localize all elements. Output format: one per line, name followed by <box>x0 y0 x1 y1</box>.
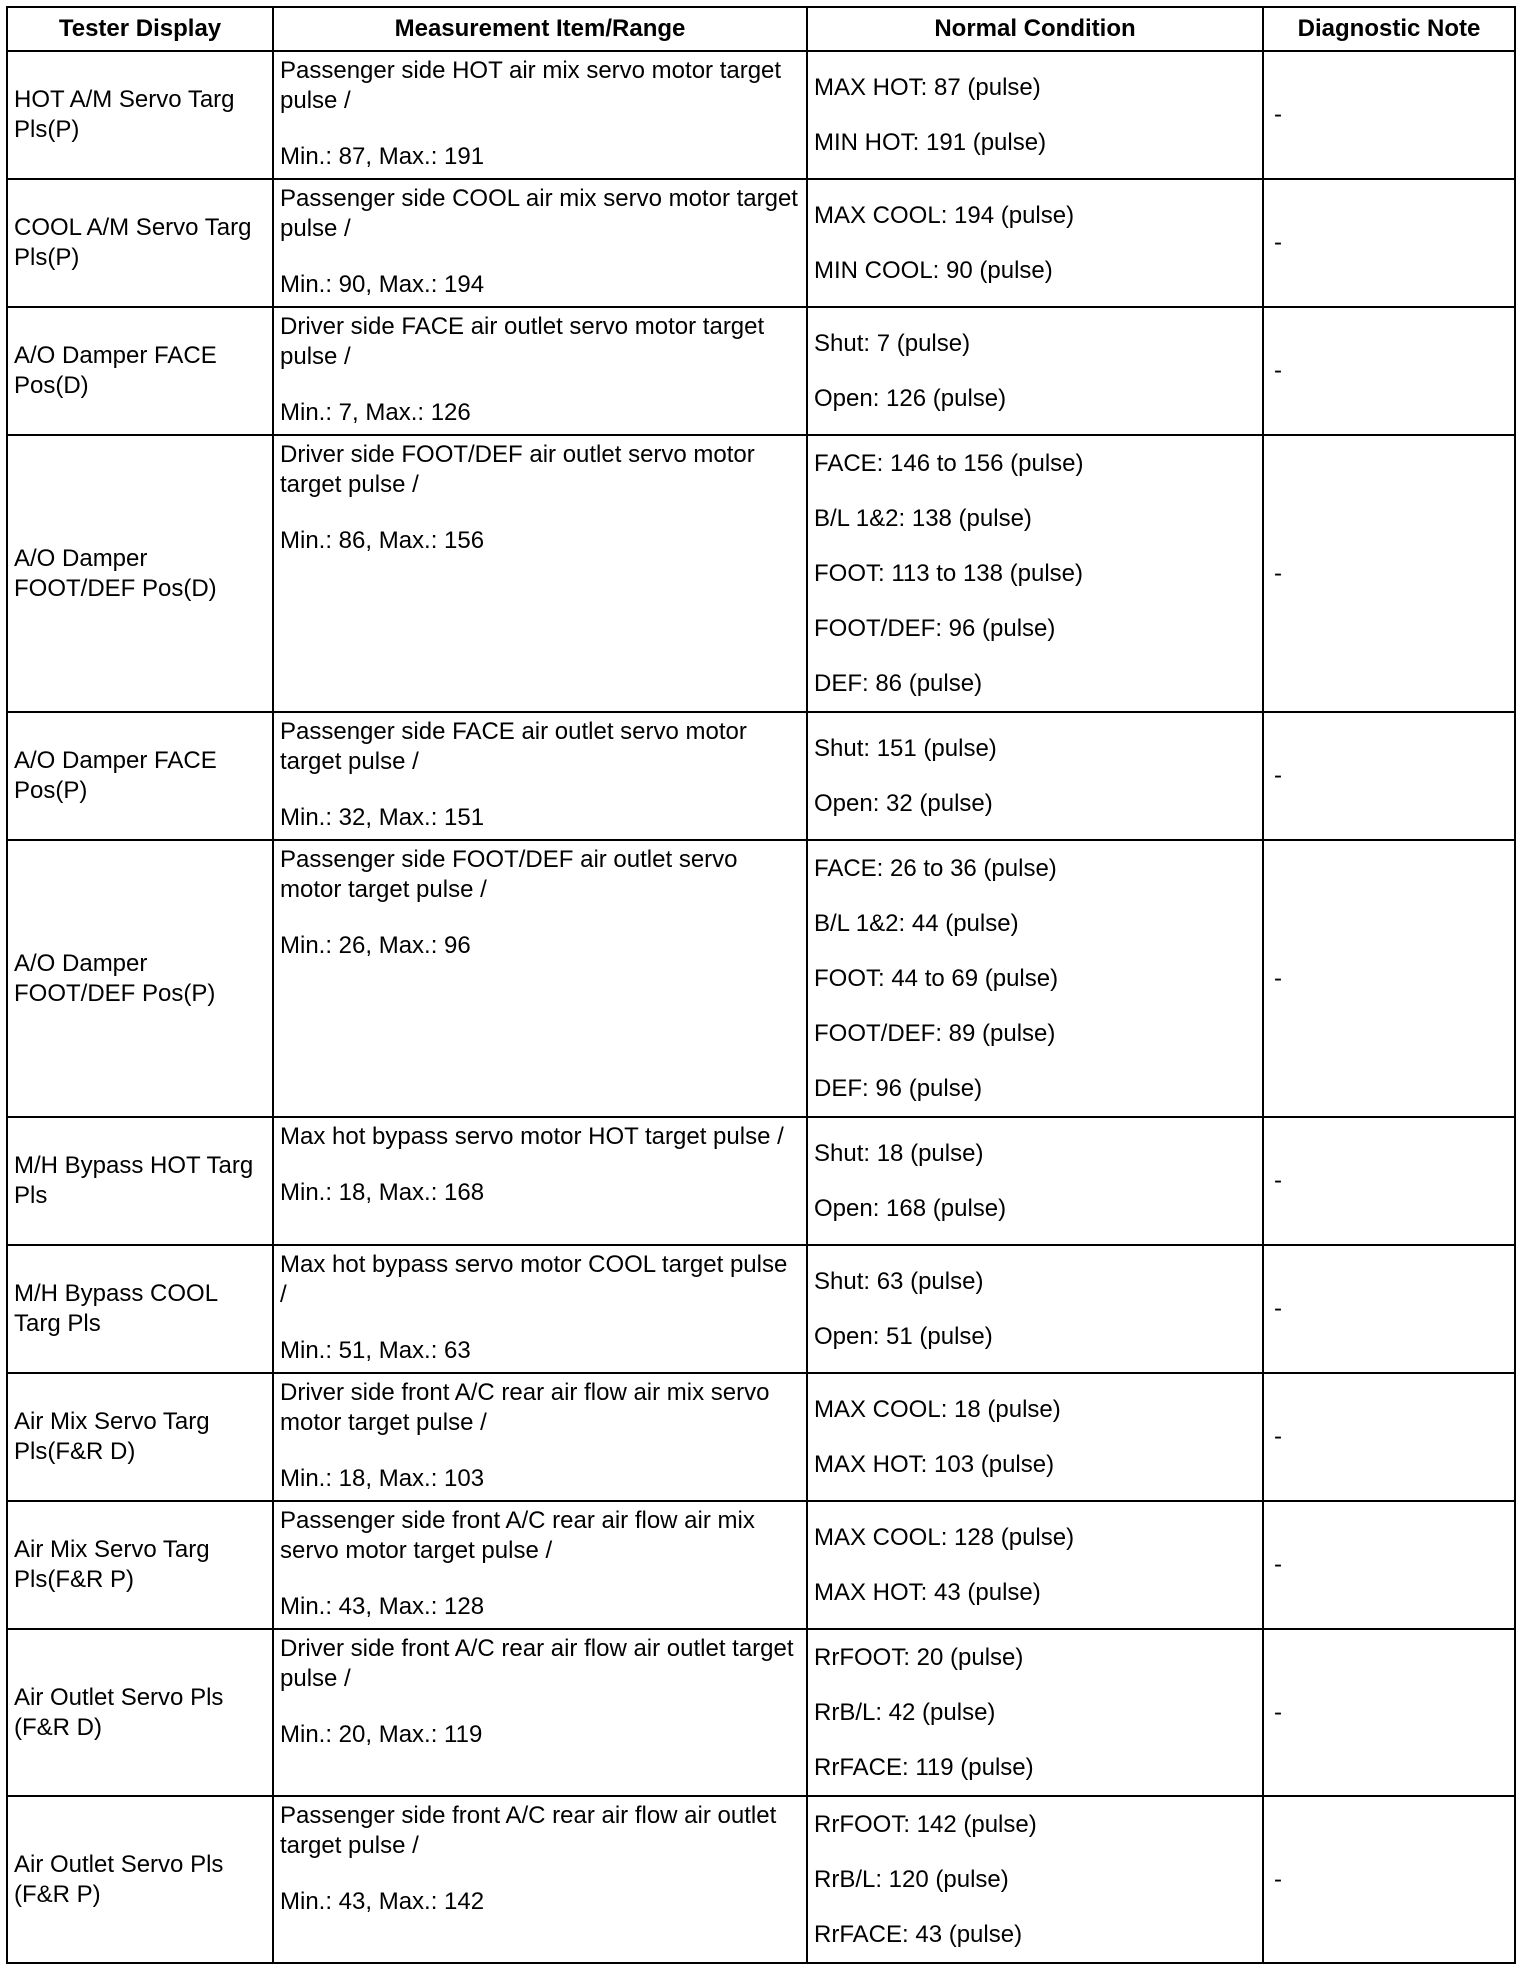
measurement-item: Passenger side HOT air mix servo motor target pulse / <box>280 57 782 114</box>
measurement-range: Min.: 90, Max.: 194 <box>280 271 485 298</box>
measurement-item: Driver side FACE air outlet servo motor target pulse / <box>280 313 765 370</box>
measurement-range: Min.: 43, Max.: 142 <box>280 1888 485 1915</box>
condition-line: MAX COOL: 128 (pulse) <box>814 1524 1075 1551</box>
tester-display-cell: Air Outlet Servo Pls (F&R D) <box>7 1629 273 1796</box>
diagnostic-note-cell: - <box>1263 1373 1515 1501</box>
condition-line: MAX HOT: 103 (pulse) <box>814 1451 1055 1478</box>
tester-display-cell: Air Outlet Servo Pls (F&R P) <box>7 1796 273 1963</box>
normal-condition-cell <box>807 1245 1263 1373</box>
condition-line: RrFACE: 119 (pulse) <box>814 1754 1034 1781</box>
normal-condition-cell <box>807 1501 1263 1629</box>
measurement-cell <box>273 435 807 712</box>
measurement-cell <box>273 307 807 435</box>
table-row <box>7 712 1515 840</box>
measurement-cell <box>273 1117 807 1245</box>
normal-condition-cell <box>807 1629 1263 1796</box>
header-measurement-item: Measurement Item/Range <box>273 7 807 51</box>
condition-line: B/L 1&2: 138 (pulse) <box>814 505 1032 532</box>
condition-line: Shut: 7 (pulse) <box>814 330 971 357</box>
measurement-item: Driver side front A/C rear air flow air mix servo motor target pulse / <box>280 1379 770 1436</box>
measurement-range: Min.: 51, Max.: 63 <box>280 1337 471 1364</box>
measurement-item: Passenger side front A/C rear air flow air mix servo motor target pulse / <box>280 1507 755 1564</box>
condition-line: Open: 51 (pulse) <box>814 1323 993 1350</box>
tester-display-cell: A/O Damper FOOT/DEF Pos(P) <box>7 840 273 1117</box>
tester-display-cell: COOL A/M Servo Targ Pls(P) <box>7 179 273 307</box>
tester-display-cell: Air Mix Servo Targ Pls(F&R D) <box>7 1373 273 1501</box>
measurement-cell <box>273 840 807 1117</box>
measurement-range: Min.: 18, Max.: 103 <box>280 1465 485 1492</box>
measurement-cell <box>273 51 807 179</box>
header-tester-display: Tester Display <box>7 7 273 51</box>
table-row <box>7 1501 1515 1629</box>
table-row <box>7 840 1515 1117</box>
measurement-range: Min.: 32, Max.: 151 <box>280 804 485 831</box>
condition-line: DEF: 96 (pulse) <box>814 1075 983 1102</box>
condition-line: MAX COOL: 18 (pulse) <box>814 1396 1061 1423</box>
tester-display-cell: Air Mix Servo Targ Pls(F&R P) <box>7 1501 273 1629</box>
measurement-item: Driver side FOOT/DEF air outlet servo motor target pulse / <box>280 441 755 498</box>
condition-line: MAX HOT: 87 (pulse) <box>814 74 1041 101</box>
condition-line: DEF: 86 (pulse) <box>814 670 983 697</box>
measurement-range: Min.: 7, Max.: 126 <box>280 399 471 426</box>
measurement-cell <box>273 1245 807 1373</box>
condition-line: MAX HOT: 43 (pulse) <box>814 1579 1041 1606</box>
condition-line: FOOT: 113 to 138 (pulse) <box>814 560 1084 587</box>
measurement-range: Min.: 86, Max.: 156 <box>280 527 485 554</box>
header-row <box>7 7 1515 51</box>
condition-line: Open: 126 (pulse) <box>814 385 1007 412</box>
normal-condition-cell <box>807 1373 1263 1501</box>
table-row <box>7 1629 1515 1796</box>
diagnostic-note-cell: - <box>1263 1796 1515 1963</box>
tester-display-cell: A/O Damper FACE Pos(P) <box>7 712 273 840</box>
diagnostic-note-cell: - <box>1263 840 1515 1117</box>
condition-line: FACE: 146 to 156 (pulse) <box>814 450 1084 477</box>
header-normal-condition: Normal Condition <box>807 7 1263 51</box>
condition-line: Shut: 63 (pulse) <box>814 1268 984 1295</box>
measurement-item: Passenger side COOL air mix servo motor target pulse / <box>280 185 798 242</box>
measurement-cell <box>273 1501 807 1629</box>
table-row <box>7 1373 1515 1501</box>
normal-condition-cell <box>807 307 1263 435</box>
normal-condition-cell <box>807 1796 1263 1963</box>
normal-condition-cell <box>807 179 1263 307</box>
diagnostic-note-cell: - <box>1263 1245 1515 1373</box>
condition-line: Shut: 151 (pulse) <box>814 735 997 762</box>
tester-display-cell: M/H Bypass COOL Targ Pls <box>7 1245 273 1373</box>
tester-display-cell: HOT A/M Servo Targ Pls(P) <box>7 51 273 179</box>
table-row <box>7 1245 1515 1373</box>
measurement-item: Passenger side FACE air outlet servo motor target pulse / <box>280 718 747 775</box>
condition-line: MIN COOL: 90 (pulse) <box>814 257 1053 284</box>
header-diagnostic-note: Diagnostic Note <box>1263 7 1515 51</box>
condition-line: B/L 1&2: 44 (pulse) <box>814 910 1019 937</box>
condition-line: FOOT: 44 to 69 (pulse) <box>814 965 1059 992</box>
normal-condition-cell <box>807 435 1263 712</box>
measurement-range: Min.: 87, Max.: 191 <box>280 143 485 170</box>
table-row <box>7 179 1515 307</box>
diagnostic-note-cell: - <box>1263 179 1515 307</box>
condition-line: Shut: 18 (pulse) <box>814 1140 984 1167</box>
measurement-cell <box>273 712 807 840</box>
condition-line: RrFOOT: 20 (pulse) <box>814 1644 1024 1671</box>
table-row <box>7 435 1515 712</box>
diagnostic-note-cell: - <box>1263 1501 1515 1629</box>
data-monitor-table <box>6 6 1516 1964</box>
normal-condition-cell <box>807 51 1263 179</box>
table-row <box>7 51 1515 179</box>
table-row <box>7 1117 1515 1245</box>
normal-condition-cell <box>807 840 1263 1117</box>
measurement-cell <box>273 1629 807 1796</box>
condition-line: Open: 32 (pulse) <box>814 790 993 817</box>
tester-display-cell: A/O Damper FACE Pos(D) <box>7 307 273 435</box>
condition-line: RrB/L: 120 (pulse) <box>814 1866 1009 1893</box>
condition-line: FACE: 26 to 36 (pulse) <box>814 855 1057 882</box>
measurement-range: Min.: 18, Max.: 168 <box>280 1179 485 1206</box>
condition-line: Open: 168 (pulse) <box>814 1195 1007 1222</box>
condition-line: RrFACE: 43 (pulse) <box>814 1921 1023 1948</box>
diagnostic-note-cell: - <box>1263 1629 1515 1796</box>
condition-line: RrFOOT: 142 (pulse) <box>814 1811 1037 1838</box>
table-row <box>7 1796 1515 1963</box>
normal-condition-cell <box>807 1117 1263 1245</box>
measurement-cell <box>273 1796 807 1963</box>
diagnostic-note-cell: - <box>1263 1117 1515 1245</box>
measurement-item: Passenger side front A/C rear air flow air outlet target pulse / <box>280 1802 777 1859</box>
measurement-item: Max hot bypass servo motor COOL target pulse / <box>280 1251 788 1308</box>
condition-line: FOOT/DEF: 96 (pulse) <box>814 615 1056 642</box>
condition-line: MAX COOL: 194 (pulse) <box>814 202 1075 229</box>
measurement-range: Min.: 43, Max.: 128 <box>280 1593 485 1620</box>
measurement-item: Max hot bypass servo motor HOT target pulse / <box>280 1123 784 1150</box>
diagnostic-note-cell: - <box>1263 51 1515 179</box>
diagnostic-note-cell: - <box>1263 712 1515 840</box>
measurement-range: Min.: 20, Max.: 119 <box>280 1721 483 1748</box>
normal-condition-cell <box>807 712 1263 840</box>
tester-display-cell: M/H Bypass HOT Targ Pls <box>7 1117 273 1245</box>
measurement-cell <box>273 1373 807 1501</box>
measurement-item: Driver side front A/C rear air flow air outlet target pulse / <box>280 1635 794 1692</box>
measurement-range: Min.: 26, Max.: 96 <box>280 932 471 959</box>
condition-line: RrB/L: 42 (pulse) <box>814 1699 996 1726</box>
measurement-cell <box>273 179 807 307</box>
diagnostic-note-cell: - <box>1263 307 1515 435</box>
condition-line: FOOT/DEF: 89 (pulse) <box>814 1020 1056 1047</box>
diagnostic-note-cell: - <box>1263 435 1515 712</box>
measurement-item: Passenger side FOOT/DEF air outlet servo motor target pulse / <box>280 846 738 903</box>
condition-line: MIN HOT: 191 (pulse) <box>814 129 1047 156</box>
table-row <box>7 307 1515 435</box>
tester-display-cell: A/O Damper FOOT/DEF Pos(D) <box>7 435 273 712</box>
